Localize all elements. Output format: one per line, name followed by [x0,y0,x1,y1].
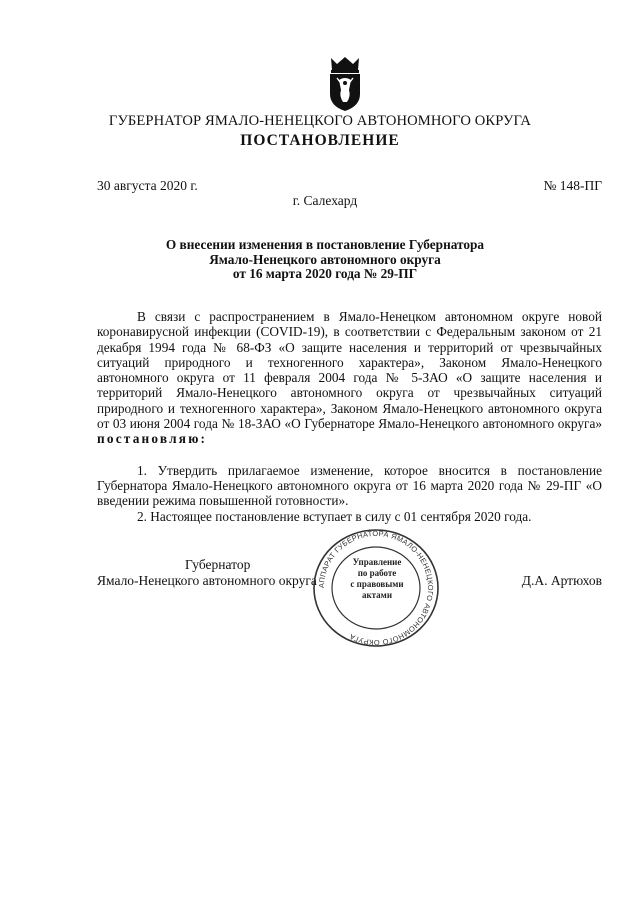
signature-role-line-2: Ямало-Ненецкого автономного округа [97,573,317,588]
document-subject [0,238,640,282]
preamble-paragraph [97,309,602,447]
coat-of-arms-icon [325,56,365,112]
item-2-paragraph: 2. Настоящее постановление вступает в силу с 01 сентября 2020 года. [137,508,532,524]
signature-role-line-1: Губернатор [185,557,251,572]
seal-center-text [342,557,412,601]
seal-line-1: Управление [352,557,402,567]
subject-line-1: О внесении изменения в постановление Губернатора [165,237,485,252]
document-body [97,309,602,524]
item-1-paragraph: 1. Утвердить прилагаемое изменение, которое вносится в постановление Губернатора Ямало-Ненецкого автономного округа от 16 марта 2020 года № 29-ПГ «О введении режима повышенной готовности». [97,462,602,509]
seal-line-4: актами [361,590,393,600]
seal-line-2: по работе [357,568,397,578]
document-type-title: ПОСТАНОВЛЕНИЕ [240,132,400,149]
preamble-text: В связи с распространением в Ямало-Ненецком автономном округе новой коронавирусной инфекции (COVID-19), в соответствии с Федеральным законом от 21 декабря 1994 года № 68-ФЗ «О защите населения и территорий от чрезвычайных ситуаций природного и техногенного характера», Законом Ямало-Ненецкого автономного округа от 11 февраля 2004 года № 5-ЗАО «О защите населения и территорий Ямало-Ненецкого автономного округа от чрезвычайных ситуаций природного и техногенного характера», Законом Ямало-Ненецкого автономного округа от 03 июня 2004 года № 18-ЗАО «О Губернаторе Ямало-Ненецкого автономного округа» [97,309,602,432]
subject-line-2: Ямало-Ненецкого автономного округа [209,251,441,267]
document-number: № 148-ПГ [543,178,602,193]
signature-name: Д.А. Артюхов [521,573,602,588]
document-city: г. Салехард [292,193,358,208]
seal-ring-text: АППАРАТ ГУБЕРНАТОРА ЯМАЛО-НЕНЕЦКОГО АВТОНОМНОГО ОКРУГА [316,528,436,648]
subject-line-3: от 16 марта 2020 года № 29-ПГ [232,266,418,281]
decree-word: постановляю: [97,431,208,447]
seal-line-3: с правовыми [350,579,404,589]
document-date: 30 августа 2020 г. [97,178,198,193]
governor-heading: ГУБЕРНАТОР ЯМАЛО-НЕНЕЦКОГО АВТОНОМНОГО ОКРУГА [108,113,532,129]
